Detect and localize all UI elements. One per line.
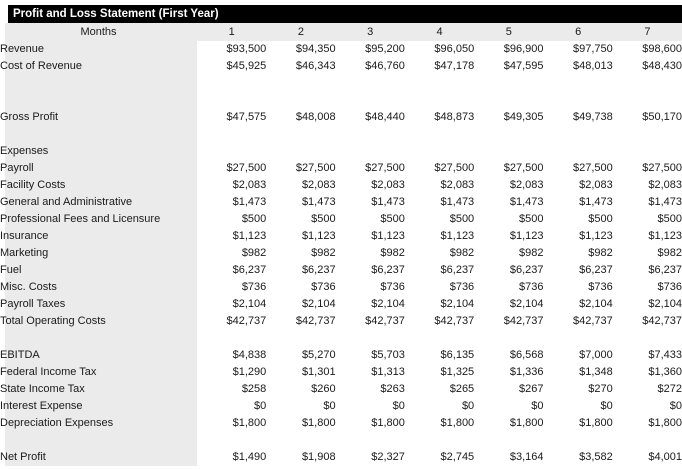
value-cell[interactable]: $2,083 bbox=[440, 179, 475, 191]
row-label[interactable]: Revenue bbox=[0, 43, 45, 55]
value-cell[interactable]: $1,123 bbox=[301, 230, 336, 242]
value-cell[interactable]: $49,305 bbox=[503, 111, 544, 123]
month-header-5[interactable]: 5 bbox=[505, 26, 512, 38]
table-row bbox=[0, 313, 682, 330]
value-cell[interactable]: $0 bbox=[600, 400, 613, 412]
value-cell[interactable]: $42,737 bbox=[573, 315, 613, 327]
table-row bbox=[0, 449, 682, 466]
value-cell[interactable]: $500 bbox=[519, 213, 544, 225]
value-cell[interactable]: $96,900 bbox=[503, 43, 544, 55]
value-cell[interactable]: $6,237 bbox=[232, 264, 267, 276]
value-cell[interactable]: $93,500 bbox=[226, 43, 267, 55]
value-cell[interactable]: $1,290 bbox=[232, 366, 267, 378]
table-row bbox=[0, 194, 682, 211]
value-cell[interactable]: $500 bbox=[657, 213, 682, 225]
value-cell[interactable]: $96,050 bbox=[434, 43, 475, 55]
table-row bbox=[0, 160, 682, 177]
value-cell[interactable]: $27,500 bbox=[434, 162, 475, 174]
value-cell[interactable]: $982 bbox=[380, 247, 405, 259]
value-cell[interactable]: $500 bbox=[588, 213, 613, 225]
month-header-2[interactable]: 2 bbox=[297, 26, 304, 38]
value-cell[interactable]: $0 bbox=[392, 400, 405, 412]
value-cell[interactable]: $1,800 bbox=[509, 417, 544, 429]
value-cell[interactable]: $272 bbox=[657, 383, 682, 395]
row-label[interactable]: General and Administrative bbox=[0, 196, 133, 208]
months-label: Months bbox=[80, 26, 117, 38]
row-label[interactable]: Misc. Costs bbox=[0, 281, 57, 293]
value-cell[interactable]: $1,313 bbox=[371, 366, 405, 378]
table-row bbox=[0, 279, 682, 296]
value-cell[interactable]: $2,104 bbox=[371, 298, 405, 310]
month-header-3[interactable]: 3 bbox=[367, 26, 374, 38]
value-cell[interactable]: $46,760 bbox=[365, 60, 405, 72]
value-cell[interactable]: $1,123 bbox=[579, 230, 613, 242]
value-cell[interactable]: $982 bbox=[311, 247, 336, 259]
row-label[interactable]: Depreciation Expenses bbox=[0, 417, 114, 429]
value-cell[interactable]: $2,104 bbox=[301, 298, 336, 310]
value-cell[interactable]: $2,104 bbox=[509, 298, 544, 310]
value-cell[interactable] bbox=[336, 143, 405, 160]
value-cell[interactable]: $5,270 bbox=[301, 349, 336, 361]
value-cell[interactable]: $0 bbox=[461, 400, 475, 412]
row-label[interactable]: Expenses bbox=[0, 145, 49, 157]
table-row bbox=[0, 143, 682, 160]
value-cell[interactable]: $6,568 bbox=[509, 349, 544, 361]
value-cell[interactable]: $48,430 bbox=[642, 60, 682, 72]
value-cell[interactable]: $500 bbox=[449, 213, 475, 225]
value-cell[interactable]: $4,838 bbox=[232, 349, 267, 361]
value-cell[interactable]: $982 bbox=[449, 247, 475, 259]
value-cell[interactable]: $6,135 bbox=[440, 349, 475, 361]
value-cell[interactable]: $736 bbox=[588, 281, 613, 293]
value-cell[interactable]: $2,104 bbox=[579, 298, 613, 310]
row-label[interactable]: Professional Fees and Licensure bbox=[0, 213, 161, 225]
value-cell[interactable]: $267 bbox=[519, 383, 544, 395]
value-cell[interactable]: $27,500 bbox=[226, 162, 267, 174]
value-cell[interactable]: $500 bbox=[311, 213, 336, 225]
sheet-title: Profit and Loss Statement (First Year) bbox=[13, 8, 219, 20]
value-cell[interactable]: $27,500 bbox=[642, 162, 682, 174]
value-cell[interactable] bbox=[197, 143, 266, 160]
table-row bbox=[0, 58, 682, 75]
table-row bbox=[0, 228, 682, 245]
value-cell[interactable]: $4,001 bbox=[648, 451, 682, 463]
value-cell[interactable]: $47,178 bbox=[434, 60, 475, 72]
value-cell[interactable]: $6,237 bbox=[371, 264, 405, 276]
row-label[interactable]: Federal Income Tax bbox=[0, 366, 97, 378]
value-cell[interactable]: $6,237 bbox=[301, 264, 336, 276]
value-cell[interactable]: $47,595 bbox=[503, 60, 544, 72]
value-cell[interactable]: $0 bbox=[254, 400, 267, 412]
value-cell[interactable]: $736 bbox=[311, 281, 336, 293]
value-cell[interactable]: $42,737 bbox=[503, 315, 544, 327]
value-cell[interactable] bbox=[474, 143, 543, 160]
spacer-cell bbox=[0, 432, 682, 449]
spacer-row bbox=[0, 330, 682, 347]
value-cell[interactable]: $1,800 bbox=[232, 417, 267, 429]
value-cell[interactable]: $2,104 bbox=[440, 298, 475, 310]
row-label[interactable]: State Income Tax bbox=[0, 383, 85, 395]
value-cell[interactable]: $27,500 bbox=[503, 162, 544, 174]
value-cell[interactable]: $42,737 bbox=[365, 315, 405, 327]
value-cell[interactable]: $94,350 bbox=[295, 43, 336, 55]
value-cell[interactable]: $0 bbox=[669, 400, 682, 412]
value-cell[interactable]: $1,800 bbox=[440, 417, 475, 429]
spacer-cell bbox=[0, 92, 682, 109]
value-cell[interactable]: $1,123 bbox=[509, 230, 544, 242]
value-cell[interactable]: $48,008 bbox=[295, 111, 336, 123]
value-cell[interactable] bbox=[613, 143, 682, 160]
month-header-7[interactable]: 7 bbox=[644, 26, 651, 38]
value-cell[interactable]: $50,170 bbox=[642, 111, 682, 123]
table-row bbox=[0, 415, 682, 432]
value-cell[interactable]: $258 bbox=[241, 383, 267, 395]
spacer-row bbox=[0, 92, 682, 109]
value-cell[interactable]: $7,433 bbox=[648, 349, 682, 361]
value-cell[interactable]: $42,737 bbox=[642, 315, 682, 327]
value-cell[interactable]: $1,473 bbox=[301, 196, 336, 208]
value-cell[interactable]: $1,301 bbox=[301, 366, 336, 378]
value-cell[interactable]: $265 bbox=[449, 383, 475, 395]
value-cell[interactable]: $982 bbox=[241, 247, 267, 259]
value-cell[interactable] bbox=[266, 143, 335, 160]
value-cell[interactable]: $2,327 bbox=[371, 451, 405, 463]
row-label[interactable]: Payroll bbox=[0, 162, 34, 174]
table-row bbox=[0, 109, 682, 126]
spacer-row bbox=[0, 432, 682, 449]
value-cell[interactable]: $1,123 bbox=[232, 230, 267, 242]
value-cell[interactable]: $1,473 bbox=[440, 196, 475, 208]
value-cell[interactable]: $1,348 bbox=[579, 366, 613, 378]
months-header-row bbox=[0, 23, 682, 41]
value-cell[interactable]: $270 bbox=[588, 383, 613, 395]
value-cell[interactable]: $6,237 bbox=[440, 264, 475, 276]
value-cell[interactable]: $46,343 bbox=[295, 60, 336, 72]
value-cell[interactable]: $500 bbox=[241, 213, 267, 225]
value-cell[interactable]: $6,237 bbox=[509, 264, 544, 276]
value-cell[interactable]: $0 bbox=[323, 400, 336, 412]
table-row bbox=[0, 245, 682, 262]
value-cell[interactable]: $1,360 bbox=[648, 366, 682, 378]
value-cell[interactable]: $982 bbox=[657, 247, 682, 259]
row-label[interactable]: Total Operating Costs bbox=[0, 315, 106, 327]
table-row bbox=[0, 296, 682, 313]
value-cell[interactable]: $27,500 bbox=[365, 162, 405, 174]
value-cell[interactable] bbox=[405, 143, 474, 160]
value-cell[interactable]: $42,737 bbox=[295, 315, 336, 327]
table-row bbox=[0, 381, 682, 398]
value-cell[interactable]: $45,925 bbox=[226, 60, 267, 72]
value-cell[interactable]: $736 bbox=[241, 281, 267, 293]
value-cell[interactable]: $2,083 bbox=[301, 179, 336, 191]
value-cell[interactable]: $2,745 bbox=[440, 451, 475, 463]
value-cell[interactable]: $48,873 bbox=[434, 111, 475, 123]
value-cell[interactable]: $1,473 bbox=[648, 196, 682, 208]
value-cell[interactable]: $1,800 bbox=[648, 417, 682, 429]
value-cell[interactable]: $98,600 bbox=[642, 43, 682, 55]
row-label[interactable]: EBITDA bbox=[0, 349, 40, 361]
row-label[interactable]: Marketing bbox=[0, 247, 49, 259]
value-cell[interactable]: $1,473 bbox=[232, 196, 267, 208]
value-cell[interactable]: $95,200 bbox=[365, 43, 405, 55]
value-cell[interactable]: $1,490 bbox=[232, 451, 267, 463]
value-cell[interactable]: $2,083 bbox=[509, 179, 544, 191]
value-cell[interactable]: $1,908 bbox=[301, 451, 336, 463]
month-header-1[interactable]: 1 bbox=[228, 26, 235, 38]
pnl-table bbox=[0, 23, 682, 466]
value-cell[interactable]: $42,737 bbox=[226, 315, 267, 327]
value-cell[interactable]: $5,703 bbox=[371, 349, 405, 361]
value-cell[interactable]: $1,800 bbox=[371, 417, 405, 429]
value-cell[interactable]: $3,582 bbox=[579, 451, 613, 463]
value-cell[interactable]: $2,083 bbox=[371, 179, 405, 191]
value-cell[interactable]: $42,737 bbox=[434, 315, 475, 327]
row-label[interactable]: Insurance bbox=[0, 230, 49, 242]
value-cell[interactable]: $2,104 bbox=[232, 298, 267, 310]
value-cell[interactable]: $48,013 bbox=[573, 60, 613, 72]
value-cell[interactable]: $2,083 bbox=[232, 179, 267, 191]
row-label[interactable]: Fuel bbox=[0, 264, 22, 276]
value-cell[interactable]: $47,575 bbox=[226, 111, 267, 123]
value-cell[interactable]: $27,500 bbox=[295, 162, 336, 174]
spacer-row bbox=[0, 75, 682, 92]
value-cell[interactable]: $736 bbox=[380, 281, 405, 293]
value-cell[interactable]: $2,083 bbox=[579, 179, 613, 191]
value-cell[interactable]: $27,500 bbox=[573, 162, 613, 174]
month-header-6[interactable]: 6 bbox=[575, 26, 582, 38]
value-cell[interactable]: $982 bbox=[519, 247, 544, 259]
title-bar bbox=[8, 5, 682, 23]
table-row bbox=[0, 211, 682, 228]
value-cell[interactable]: $500 bbox=[380, 213, 405, 225]
row-label[interactable]: Gross Profit bbox=[0, 111, 59, 123]
value-cell[interactable]: $263 bbox=[380, 383, 405, 395]
value-cell[interactable]: $6,237 bbox=[579, 264, 613, 276]
value-cell[interactable] bbox=[543, 143, 612, 160]
value-cell[interactable]: $97,750 bbox=[573, 43, 613, 55]
value-cell[interactable]: $2,104 bbox=[648, 298, 682, 310]
month-header-4[interactable]: 4 bbox=[436, 26, 443, 38]
spacer-cell bbox=[0, 75, 682, 92]
table-row bbox=[0, 41, 682, 58]
value-cell[interactable]: $982 bbox=[588, 247, 613, 259]
value-cell[interactable]: $736 bbox=[449, 281, 475, 293]
value-cell[interactable]: $1,123 bbox=[371, 230, 405, 242]
value-cell[interactable]: $2,083 bbox=[648, 179, 682, 191]
value-cell[interactable]: $7,000 bbox=[579, 349, 613, 361]
value-cell[interactable]: $736 bbox=[657, 281, 682, 293]
table-row bbox=[0, 177, 682, 194]
value-cell[interactable]: $1,336 bbox=[509, 366, 544, 378]
pnl-table-body bbox=[0, 41, 682, 466]
value-cell[interactable]: $6,237 bbox=[648, 264, 682, 276]
value-cell[interactable]: $1,123 bbox=[440, 230, 475, 242]
spacer-cell bbox=[0, 330, 682, 347]
table-row bbox=[0, 347, 682, 364]
value-cell[interactable]: $1,473 bbox=[371, 196, 405, 208]
row-label[interactable]: Interest Expense bbox=[0, 400, 83, 412]
spacer-row bbox=[0, 126, 682, 143]
table-row bbox=[0, 398, 682, 415]
row-label[interactable]: Cost of Revenue bbox=[0, 60, 82, 72]
value-cell[interactable]: $260 bbox=[311, 383, 336, 395]
value-cell[interactable]: $736 bbox=[519, 281, 544, 293]
value-cell[interactable]: $1,123 bbox=[648, 230, 682, 242]
value-cell[interactable]: $3,164 bbox=[509, 451, 544, 463]
value-cell[interactable]: $1,325 bbox=[440, 366, 475, 378]
table-row bbox=[0, 364, 682, 381]
value-cell[interactable]: $1,473 bbox=[509, 196, 544, 208]
row-label[interactable]: Facility Costs bbox=[0, 179, 66, 191]
value-cell[interactable]: $1,800 bbox=[301, 417, 336, 429]
table-row bbox=[0, 262, 682, 279]
spacer-cell bbox=[0, 126, 682, 143]
value-cell[interactable]: $49,738 bbox=[573, 111, 613, 123]
row-label[interactable]: Net Profit bbox=[0, 451, 46, 463]
value-cell[interactable]: $0 bbox=[531, 400, 544, 412]
value-cell[interactable]: $1,800 bbox=[579, 417, 613, 429]
value-cell[interactable]: $48,440 bbox=[365, 111, 405, 123]
value-cell[interactable]: $1,473 bbox=[579, 196, 613, 208]
row-label[interactable]: Payroll Taxes bbox=[0, 298, 66, 310]
